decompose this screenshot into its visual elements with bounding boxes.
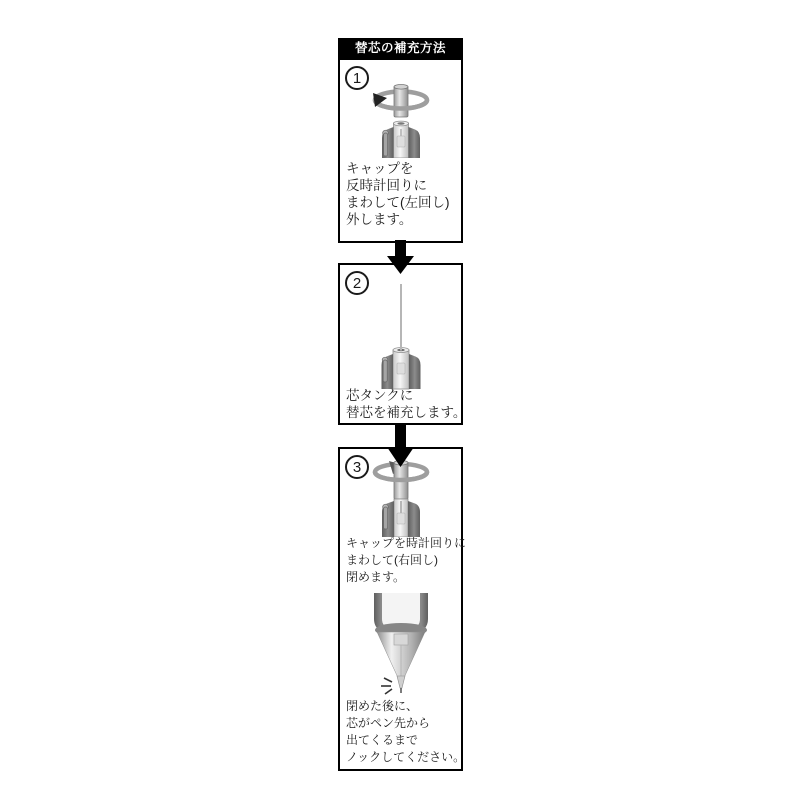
step-3-caption-2 (346, 698, 466, 766)
caption-line: ノックしてください。 (346, 750, 466, 764)
step-1-caption (346, 160, 460, 228)
caption-line: 出てくるまで (346, 733, 419, 747)
caption-line: まわして(左回し) (346, 195, 450, 210)
lead-refill-into-tank-illustration (366, 281, 436, 391)
cap-rotate-counterclockwise-illustration (356, 80, 446, 158)
caption-line: 芯タンクに (346, 388, 414, 403)
instruction-column (338, 38, 467, 771)
step-1-box (338, 58, 463, 243)
caption-line: 外します。 (346, 212, 413, 227)
sheet-title: 替芯の補充方法 (338, 38, 463, 58)
caption-line: 芯がペン先から (346, 716, 431, 730)
step-2-caption (346, 387, 467, 421)
caption-line: キャップを (346, 161, 414, 176)
caption-line: 閉めます。 (346, 570, 406, 584)
pen-tip-lead-out-illustration (361, 593, 441, 698)
caption-line: キャップを時計回りに (346, 536, 467, 550)
step-2-box (338, 263, 467, 425)
step-3-box (338, 447, 467, 771)
down-arrow-icon (387, 423, 414, 467)
down-arrow-icon (387, 240, 414, 274)
step-3-caption (346, 535, 467, 586)
caption-line: 替芯を補充します。 (346, 405, 467, 420)
step-2-number-badge: 2 (345, 271, 369, 295)
caption-line: 閉めた後に、 (346, 699, 419, 713)
cap-rotate-clockwise-illustration (356, 457, 446, 537)
step-1-number-badge: 1 (345, 66, 369, 90)
step-3-number-badge: 3 (345, 455, 369, 479)
caption-line: まわして(右回し) (346, 553, 438, 567)
caption-line: 反時計回りに (346, 178, 427, 193)
